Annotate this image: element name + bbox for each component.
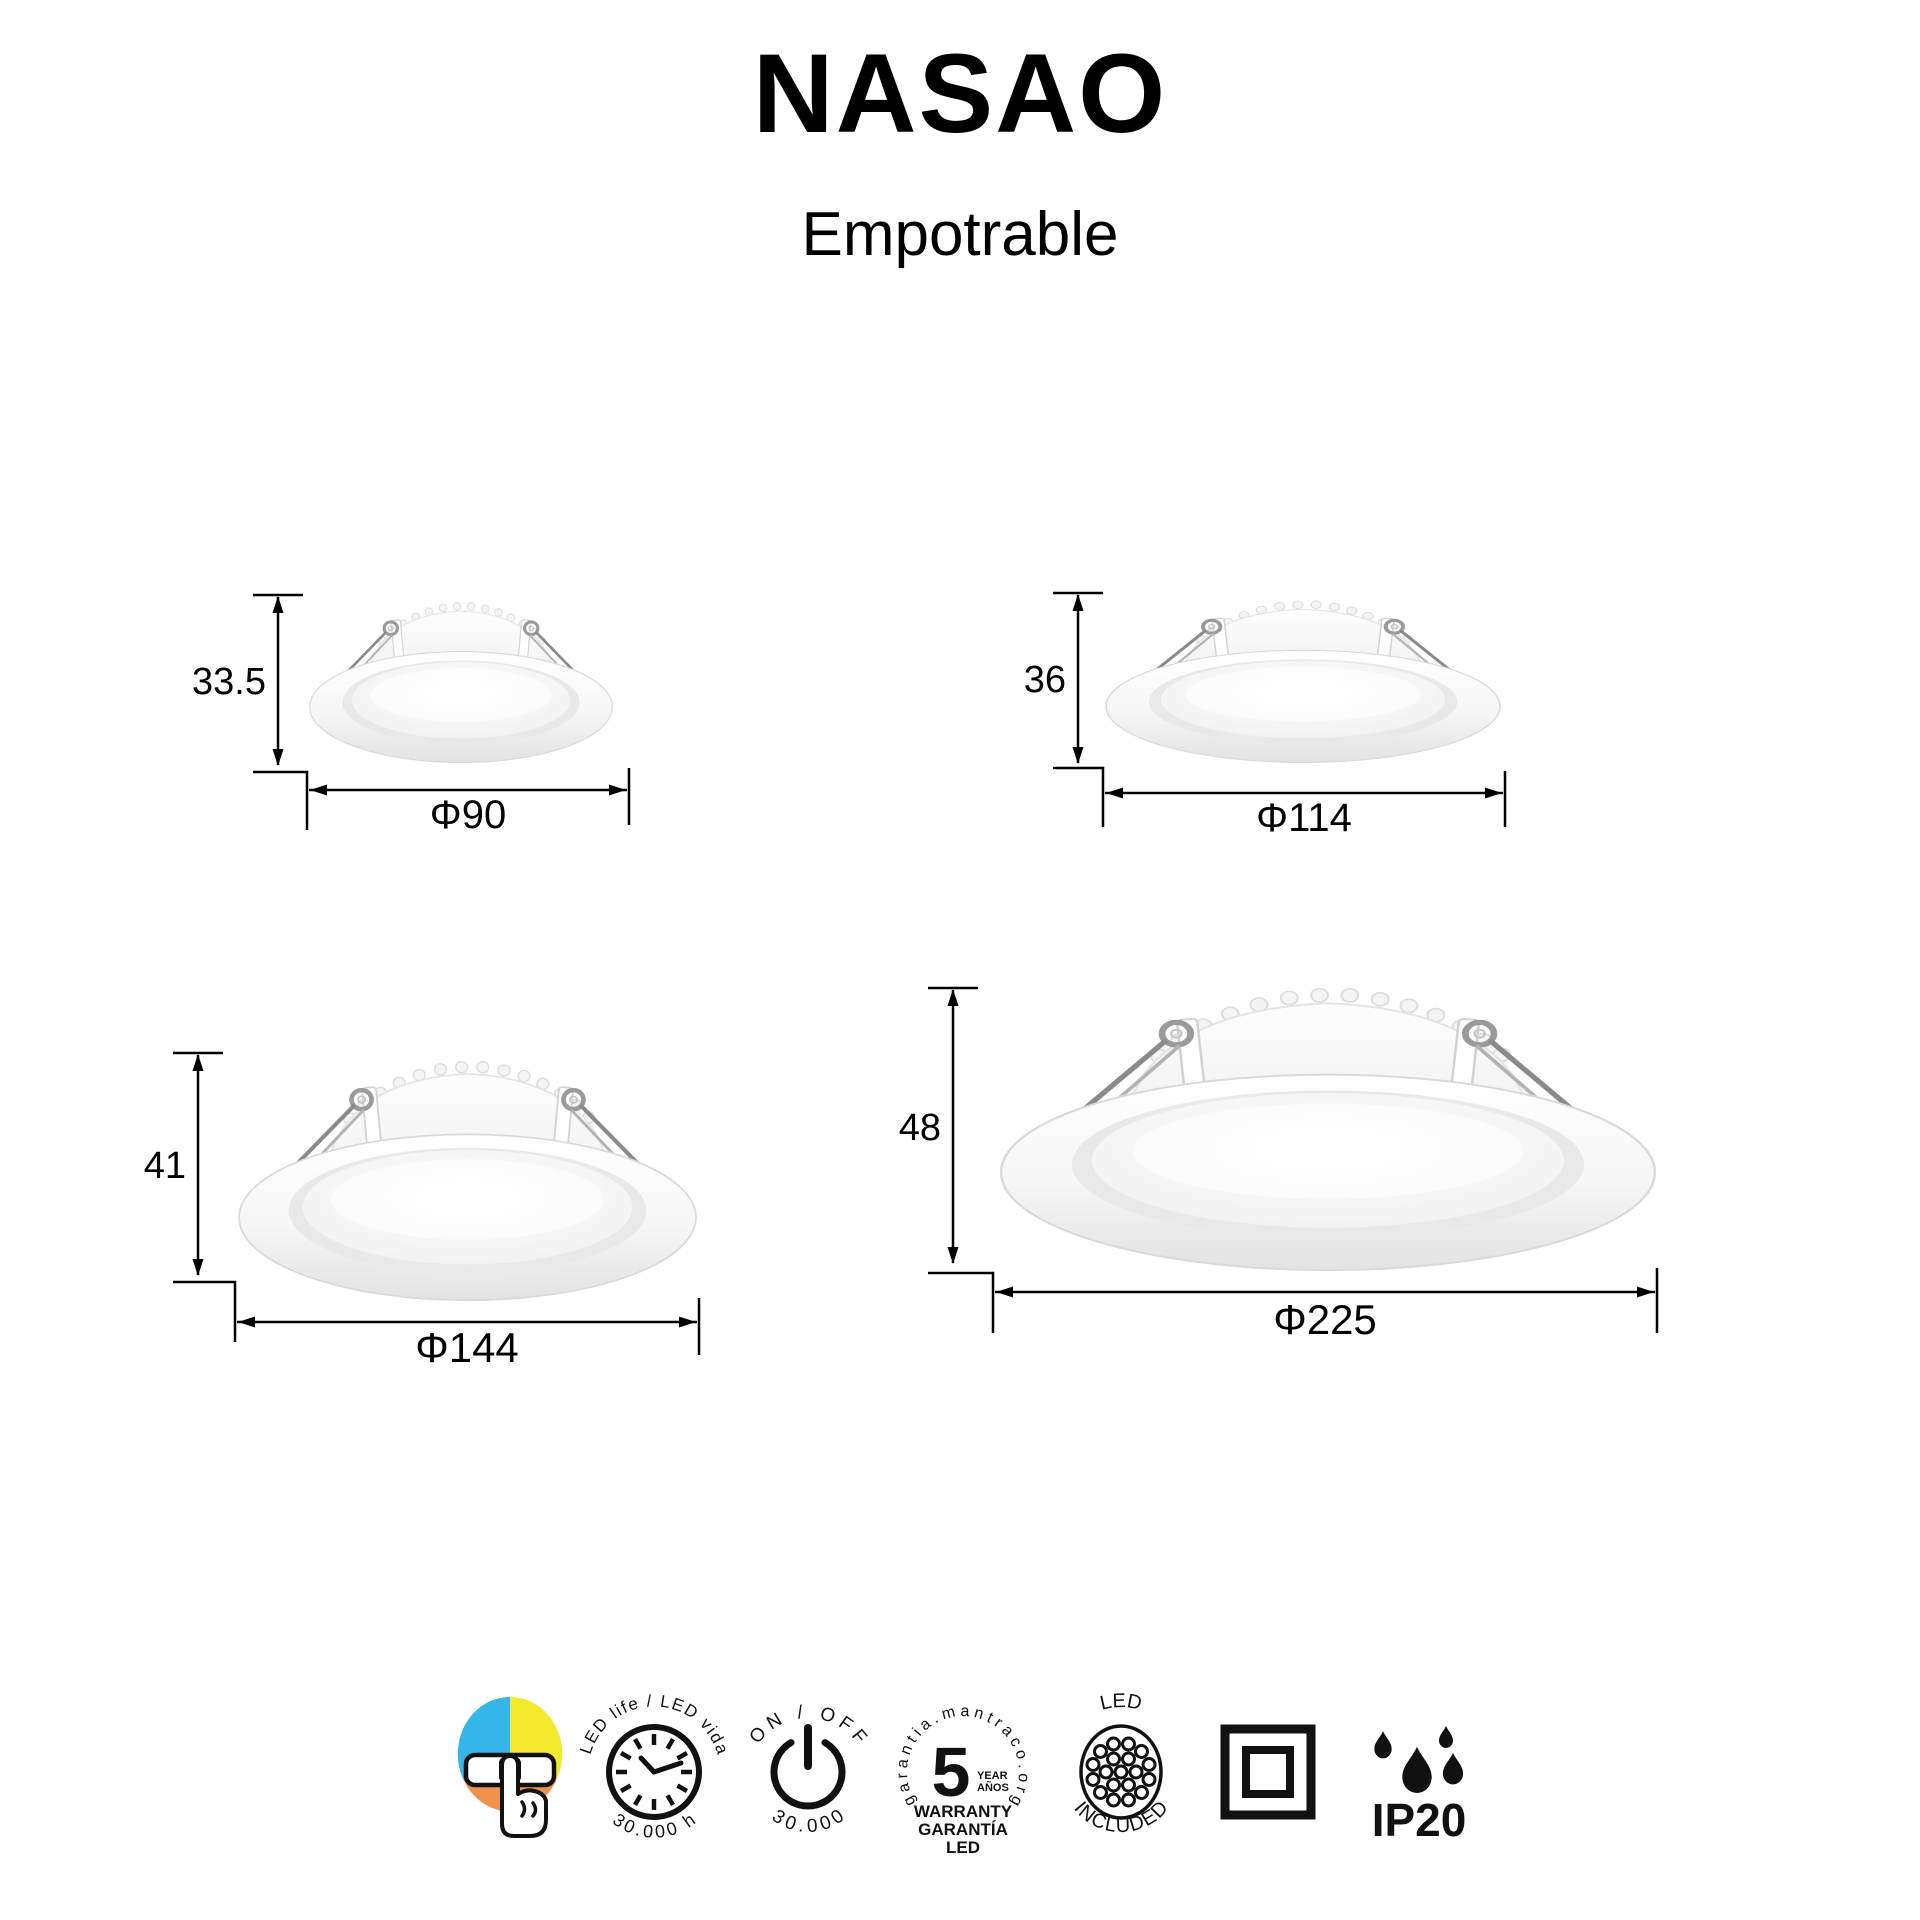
led-dots <box>1087 1738 1155 1806</box>
downlight-90-illustration <box>310 603 613 763</box>
led-included-arc-bottom-label: INCLUDED <box>1069 1796 1173 1838</box>
on-off-icon <box>733 1677 883 1867</box>
downlight-144-illustration <box>239 1062 696 1301</box>
warranty-line3: LED <box>946 1838 980 1857</box>
downlight-225-illustration <box>1001 989 1655 1270</box>
warranty-anos-label: AÑOS <box>977 1782 1009 1794</box>
downlight-114-illustration <box>1106 601 1500 763</box>
ip-rating-icon <box>1344 1677 1494 1867</box>
figure-downlight-90 <box>150 575 670 845</box>
class-ii-outer-square <box>1225 1729 1311 1815</box>
warranty-line1: WARRANTY <box>913 1802 1013 1821</box>
led-life-icon <box>574 1677 734 1867</box>
class-ii-inner-square <box>1246 1750 1290 1794</box>
led-life-arc-bottom-label: 30.000 h <box>609 1809 699 1842</box>
diameter-dimension-label: Φ114 <box>1256 796 1352 840</box>
height-dimension-label: 48 <box>898 1107 941 1149</box>
on-off-arc-bottom-label: 30.000 <box>768 1805 848 1838</box>
led-life-arc-top-label: LED life / LED vida <box>576 1691 732 1757</box>
warranty-years-number: 5 <box>931 1733 971 1811</box>
led-included-arc-top-label: LED <box>1097 1689 1144 1715</box>
diameter-dimension-label: Φ144 <box>415 1324 519 1370</box>
warranty-line2: GARANTÍA <box>918 1820 1008 1839</box>
figure-downlight-225 <box>870 960 1730 1380</box>
ip-rating-label: IP20 <box>1371 1794 1467 1846</box>
clock-hands <box>641 1758 681 1772</box>
warranty-arc-label: garantia.mantraco.org <box>893 1702 1033 1809</box>
cct-color-select-icon <box>435 1677 585 1867</box>
height-dimension-label: 33.5 <box>192 661 266 703</box>
warranty-icon <box>878 1677 1048 1867</box>
page-subtitle: Empotrable <box>801 200 1119 269</box>
figure-downlight-144 <box>100 1030 740 1370</box>
height-dimension-label: 41 <box>143 1145 186 1187</box>
height-dimension-label: 36 <box>1023 659 1066 701</box>
diameter-dimension-label: Φ225 <box>1273 1296 1377 1343</box>
class-ii-icon <box>1198 1677 1338 1867</box>
diameter-dimension-label: Φ90 <box>429 793 507 837</box>
figure-downlight-114 <box>1000 575 1540 845</box>
on-off-arc-top-label: ON / OFF <box>745 1701 871 1748</box>
page-title: NASAO <box>752 31 1168 156</box>
water-drops <box>1374 1726 1463 1793</box>
led-included-icon <box>1041 1677 1201 1867</box>
warranty-year-label: YEAR <box>977 1770 1008 1782</box>
